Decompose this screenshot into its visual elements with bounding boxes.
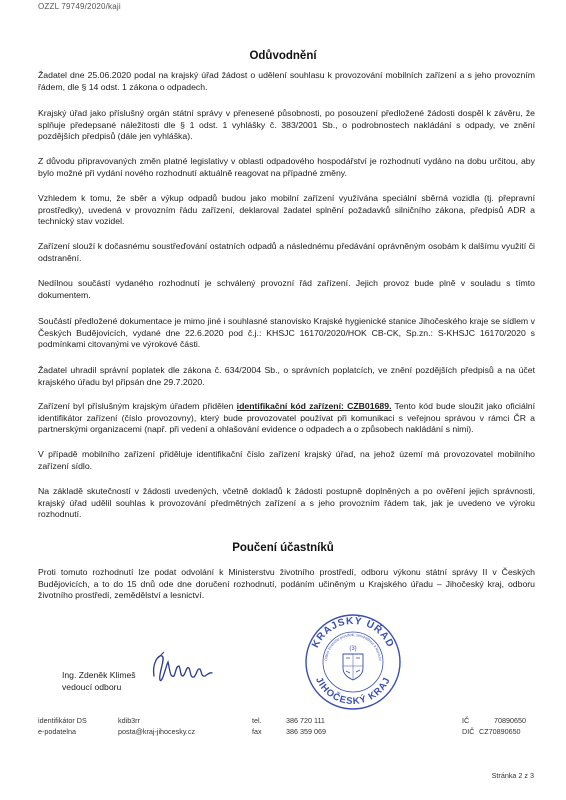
footer-email — [38, 727, 76, 737]
handwritten-signature — [148, 646, 218, 690]
footer-fax-value: 386 359 069 — [286, 727, 326, 736]
stamp-inner-text: Odbor životního prostředí, zemědělství a lesnictví — [323, 632, 382, 662]
heading-reasoning: Odůvodnění — [249, 50, 317, 62]
signatory-role: vedoucí odboru — [62, 681, 122, 692]
footer-tel-value: 386 720 111 — [286, 716, 325, 725]
paragraph-appeal: Proti tomuto rozhodnutí lze podat odvolání k Ministerstvu životního prostředí, odboru výkonu státní správy II v Českých Budějovicích, a to do 15 dnů ode dne doručení rozhodnutí, podáním učiněným u Krajského úřadu – Jihočeský kraj, odboru životního prostředí, zemědělství a lesnictví. — [38, 567, 535, 601]
paragraph: Žadatel uhradil správní poplatek dle zákona č. 634/2004 Sb., o správních poplatcích, ve znění pozdějších předpisů a na účet krajského úřadu byl připsán dne 29.7.2020. — [38, 365, 535, 387]
heading-instructions: Poučení účastníků — [232, 542, 334, 554]
official-stamp — [303, 612, 403, 712]
paragraph: Nedílnou součástí vydaného rozhodnutí je schválený provozní řád zařízení. Jejich provoz bude plně v souladu s tímto dokumentem. — [38, 278, 535, 300]
footer-ic-value: 70890650 — [494, 716, 526, 725]
footer-dic-label: DIČ — [462, 727, 475, 736]
signatory-block — [62, 670, 136, 693]
footer-tel-label: tel. — [252, 716, 262, 725]
footer-id — [38, 716, 87, 726]
paragraph: Krajský úřad jako příslušný orgán státní správy v přenesené působnosti, po posouzení předložené žádosti dospěl k závěru, že splňuje předepsané náležitosti dle § 1 odst. 1 vyhlášky č. 383/2001 Sb., o podrobnostech nakládání s odpady, ve znění pozdějších předpisů (dále jen vyhláška). — [38, 108, 535, 142]
footer-ic-label: IČ — [462, 716, 470, 725]
stamp-bottom-text: JIHOČESKÝ KRAJ — [313, 675, 393, 708]
footer-id-value: kdib3rr — [118, 716, 140, 725]
paragraph: Z důvodu připravovaných změn platné legislativy v oblasti odpadového hospodářství je rozhodnutí vydáno na dobu určitou, aby bylo možné při vydání nového rozhodnutí aktuálně reagovat na případné změny. — [38, 156, 535, 178]
id-text-after: Tento kód bude sloužit jako oficiální identifikátor zařízení (číslo provozovny), který bude provozovatel používat při komunikaci s veřejnou správou v rámci ČR a partnerskými organizacemi (např. při vedení a ohlašování evidence o odpadech a o způsobech nakládání s nimi). — [38, 401, 535, 435]
paragraph: V případě mobilního zařízení přiděluje identifikační číslo zařízení krajský úřad, na jehož území má provozovatel mobilního zařízení sídlo. — [38, 449, 535, 471]
paragraph: Součástí předložené dokumentace je mimo jiné i souhlasné stanovisko Krajské hygienické stanice Jihočeského kraje se sídlem v Českých Budějovicích, vydané dne 22.6.2020 pod č.j.: KHSJC 16170/2020/HOK CB-CK, Sp.zn.: S-KHSJC 16170/2020 s podmínkami citovanými ve výrokové části. — [38, 316, 535, 350]
footer-fax-label: fax — [252, 727, 262, 736]
paragraph-identification-code — [38, 401, 535, 436]
paragraph: Na základě skutečností v žádosti uvedených, včetně dokladů k žádosti postupně doplněných a po ověření jejich správnosti, krajský úřad udělil souhlas k provozování předmětných zařízení a s jeho provozním řádem tak, jak je uvedeno ve výroku rozhodnutí. — [38, 486, 535, 520]
paragraph: Vzhledem k tomu, že sběr a výkup odpadů budou jako mobilní zařízení využívána speciální sběrná vozidla (tj. přepravní prostředky), uvedená v provozním řádu zařízení, deklaroval žadatel splnění požadavků silničního zákona, předpisů ADR a technický stav vozidel. — [38, 193, 535, 227]
stamp-top-text: KRAJSKÝ ÚŘAD — [310, 615, 396, 650]
page-number: Stránka 2 z 3 — [491, 771, 534, 780]
footer-email-value-wrap — [118, 727, 195, 737]
id-text-before: Zařízení byl příslušným krajským úřadem přidělen — [38, 401, 237, 411]
paragraph: Žadatel dne 25.06.2020 podal na krajský úřad žádost o udělení souhlasu k provozování mobilních zařízení a s jeho provozním řádem, dle § 14 odst. 1 zákona o odpadech. — [38, 70, 535, 92]
identification-code: identifikační kód zařízení: CZB01689. — [236, 401, 392, 411]
footer-dic-value: CZ70890650 — [479, 727, 521, 736]
footer-email-value[interactable]: posta@kraj-jihocesky.cz — [118, 727, 196, 736]
footer-id-label: identifikátor DS — [38, 716, 87, 725]
footer-email-label: e-podatelna — [38, 727, 76, 736]
footer-id-value-wrap — [118, 716, 140, 726]
signatory-name: Ing. Zdeněk Klimeš — [62, 670, 136, 680]
stamp-number: (3) — [349, 646, 357, 652]
document-reference: OZZL 79749/2020/kaji — [38, 2, 121, 11]
paragraph: Zařízení slouží k dočasnému soustřeďování ostatních odpadů a následnému předávání oprávněným osobám k dalšímu využití či odstranění. — [38, 241, 535, 263]
